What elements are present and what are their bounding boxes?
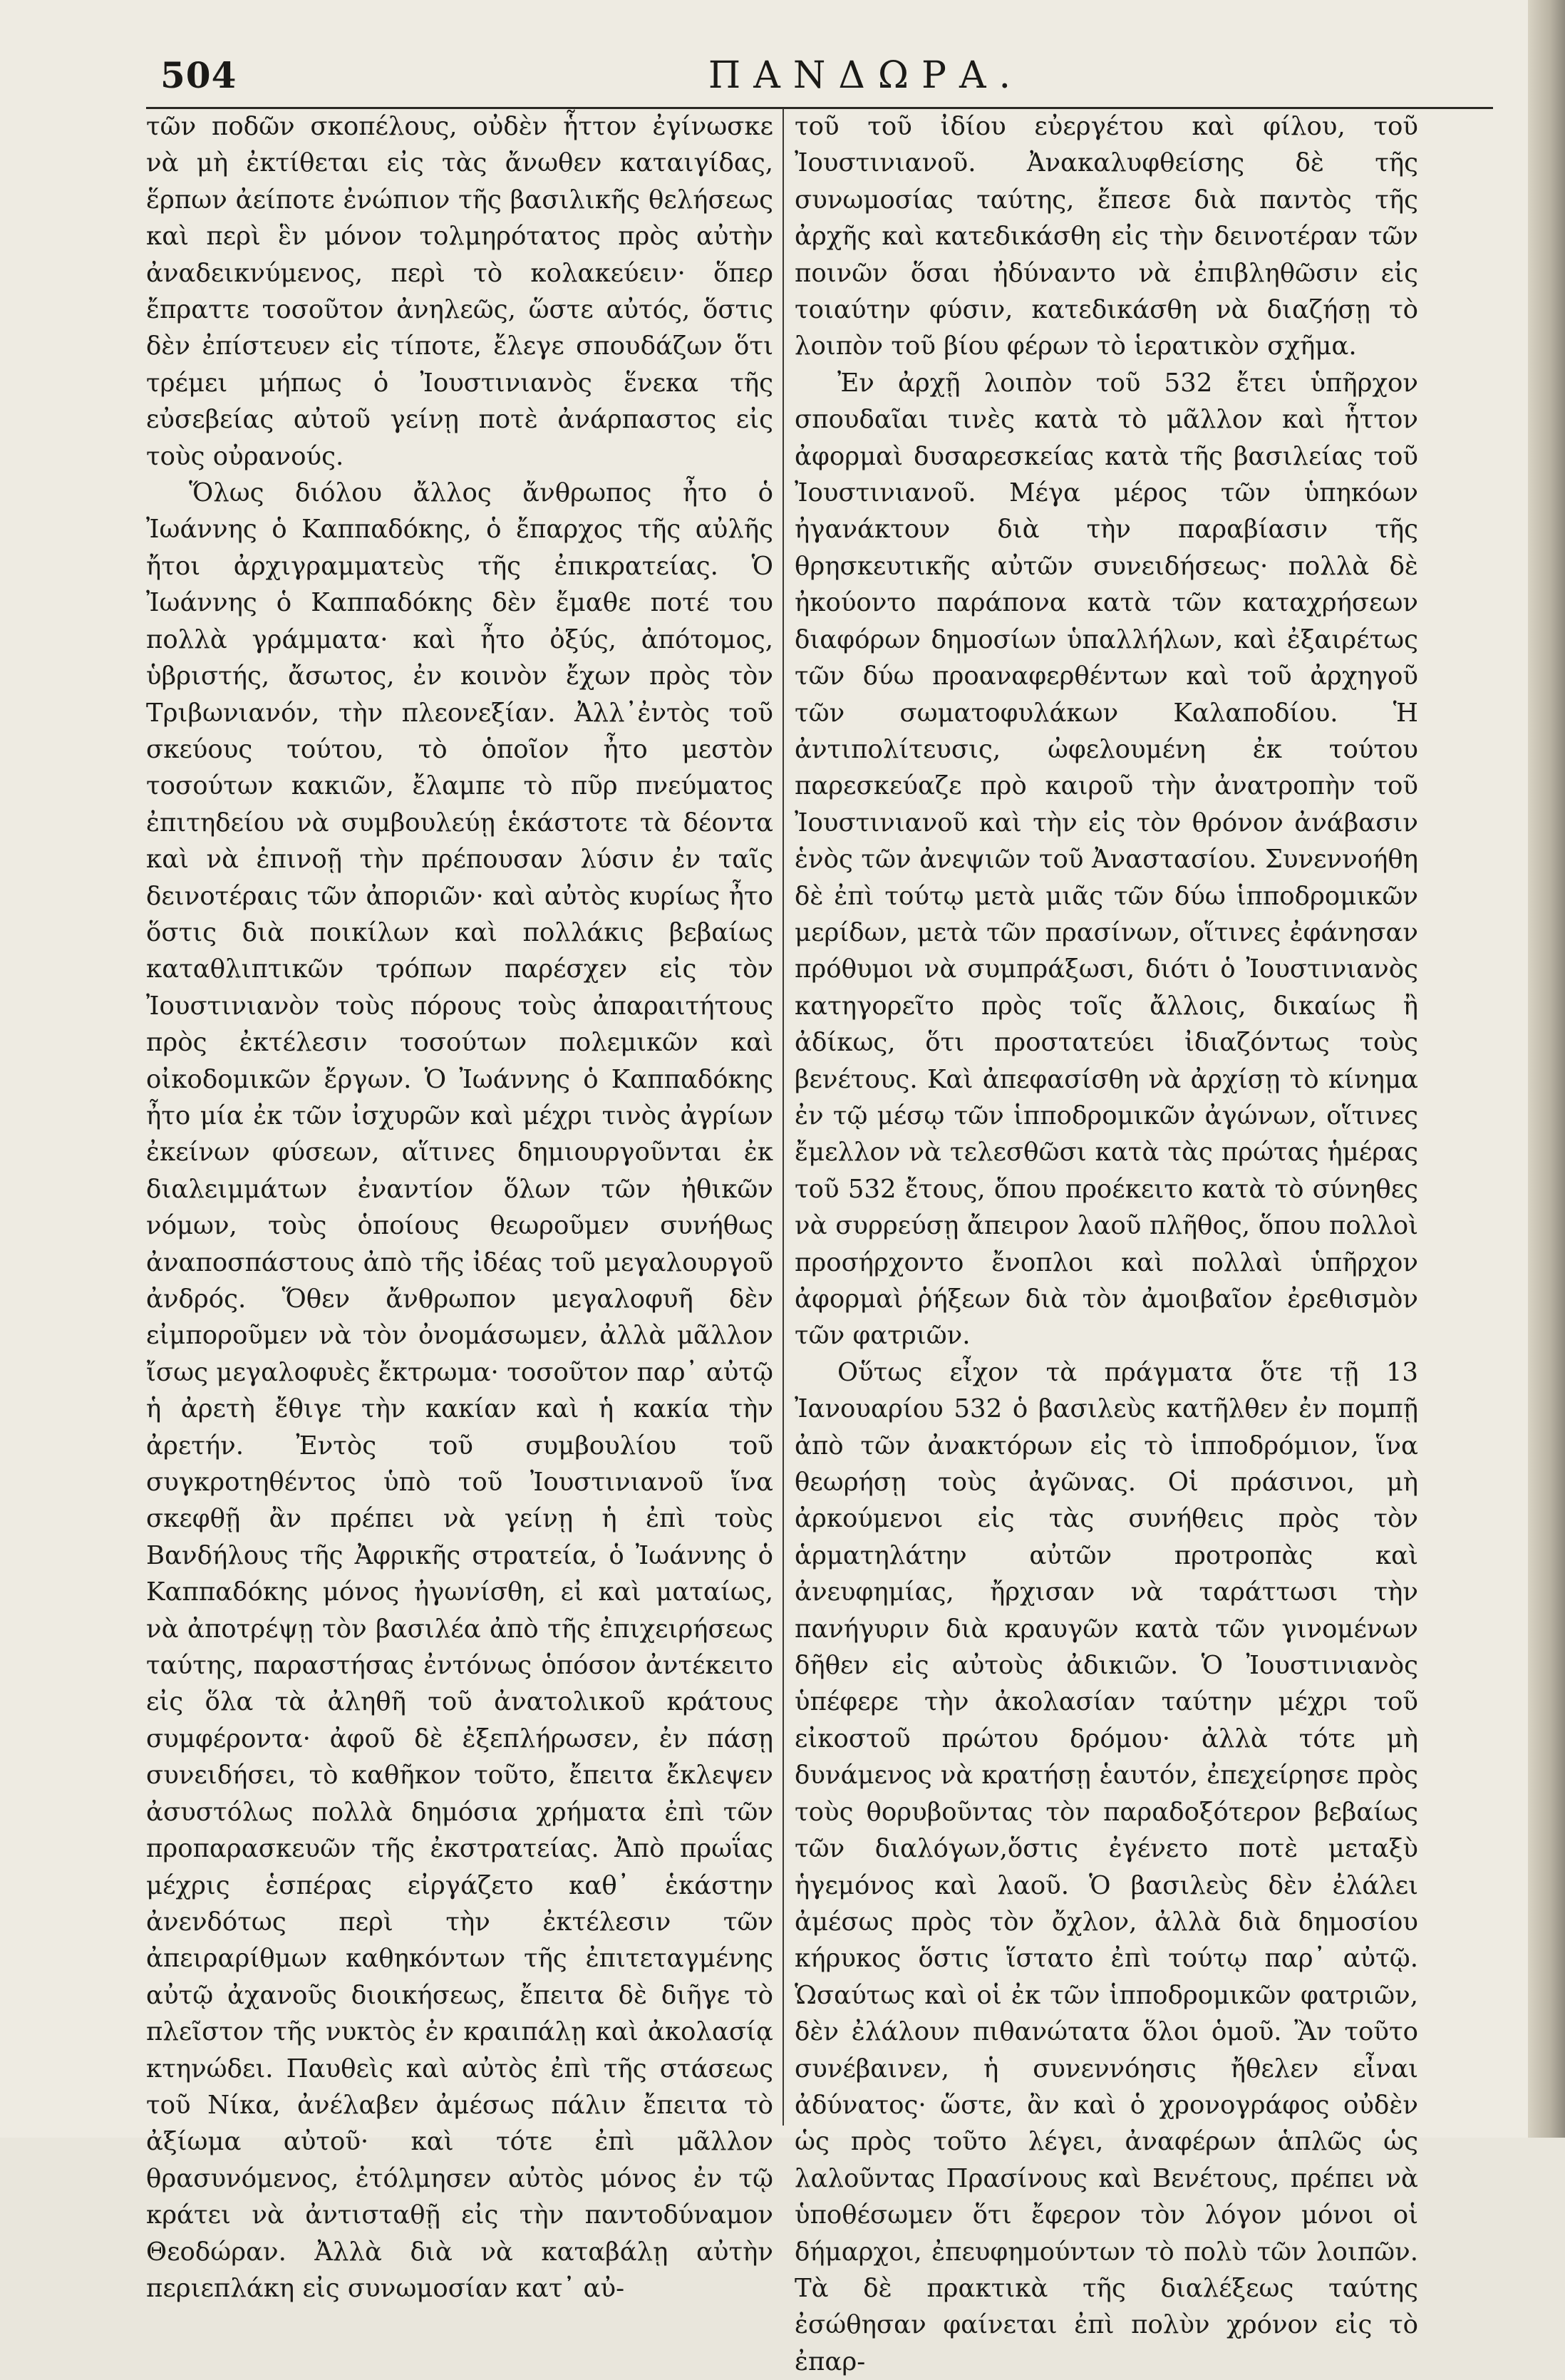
paragraph: Ἐν ἀρχῇ λοιπὸν τοῦ 532 ἔτει ὑπῆρχον σπουδαῖαι τινὲς κατὰ τὸ μᾶλλον καὶ ἧττον ἀφορμαὶ δυσαρεσκείας κατὰ τῆς βασιλείας τοῦ Ἰουστινιανοῦ. Μέγα μέρος τῶν ὑπηκόων ἠγανάκτουν διὰ τὴν παραβίασιν τῆς θρησκευτικῆς αὐτῶν συνειδήσεως· πολλὰ δὲ ἠκούοντο παράπονα κατὰ τῶν καταχρήσεων διαφόρων δημοσίων ὑπαλλήλων, καὶ ἐξαιρέτως τῶν δύω προαναφερθέντων καὶ τοῦ ἀρχηγοῦ τῶν σωματοφυλάκων Καλαποδίου. Ἡ ἀντιπολίτευσις, ὠφελουμένη ἐκ τούτου παρεσκεύαζε πρὸ καιροῦ τὴν ἀνατροπὴν τοῦ Ἰουστινιανοῦ καὶ τὴν εἰς τὸν θρόνον ἀνάβασιν ἑνὸς τῶν ἀνεψιῶν τοῦ Ἀναστασίου. Συνεννοήθη δὲ ἐπὶ τούτῳ μετὰ μιᾶς τῶν δύω ἱπποδρομικῶν μερίδων, μετὰ τῶν πρασίνων, οἵτινες ἐφάνησαν πρόθυμοι νὰ συμπράξωσι, διότι ὁ Ἰουστινιανὸς κατηγορεῖτο πρὸς τοῖς ἄλλοις, δικαίως ἢ ἀδίκως, ὅτι προστατεύει ἰδιαζόντως τοὺς βενέτους. Καὶ ἀπεφασίσθη νὰ ἀρχίσῃ τὸ κίνημα ἐν τῷ μέσῳ τῶν ἱπποδρομικῶν ἀγώνων, οἵτινες ἔμελλον νὰ τελεσθῶσι κατὰ τὰς πρώτας ἡμέρας τοῦ 532 ἔτους, ὅπου προέκειτο κατὰ τὸ σύνηθες νὰ συρρεύσῃ ἄπειρον λαοῦ πλῆθος, ὅπου πολλοὶ προσήρχοντο ἔνοπλοι καὶ πολλαὶ ὑπῆρχον ἀφορμαὶ ῥήξεων διὰ τὸν ἀμοιβαῖον ἐρεθισμὸν τῶν φατριῶν.	[795, 368, 1418, 1351]
column-divider	[782, 108, 784, 2126]
paragraph-continued: τῶν ποδῶν σκοπέλους, οὐδὲν ἧττον ἐγίνωσκε νὰ μὴ ἐκτίθεται εἰς τὰς ἄνωθεν καταιγίδας, ἕρπων ἀείποτε ἐνώπιον τῆς βασιλικῆς θελήσεως καὶ περὶ ἓν μόνον τολμηρότατος πρὸς αὐτὴν ἀναδεικνύμενος, περὶ τὸ κολακεύειν· ὅπερ ἔπραττε τοσοῦτον ἀνηλεῶς, ὥστε αὐτός, ὅστις δὲν ἐπίστευεν εἰς τίποτε, ἔλεγε σπουδάζων ὅτι τρέμει μήπως ὁ Ἰουστινιανὸς ἕνεκα τῆς εὐσεβείας αὐτοῦ γείνῃ ποτὲ ἀνάρπαστος εἰς τοὺς οὐρανούς.	[146, 112, 773, 471]
left-column	[146, 108, 773, 2303]
page-number: 504	[160, 54, 237, 96]
page-header	[146, 44, 1493, 108]
paragraph: Οὕτως εἶχον τὰ πράγματα ὅτε τῇ 13 Ἰανουαρίου 532 ὁ βασιλεὺς κατῆλθεν ἐν πομπῇ ἀπὸ τῶν ἀνακτόρων εἰς τὸ ἱπποδρόμιον, ἵνα θεωρήσῃ τοὺς ἀγῶνας. Οἱ πράσινοι, μὴ ἀρκούμενοι εἰς τὰς συνήθεις πρὸς τὸν ἁρματηλάτην αὐτῶν προτροπὰς καὶ ἀνευφημίας, ἤρχισαν νὰ ταράττωσι τὴν πανήγυριν διὰ κραυγῶν κατὰ τῶν γινομένων δῆθεν εἰς αὐτοὺς ἀδικιῶν. Ὁ Ἰουστινιανὸς ὑπέφερε τὴν ἀκολασίαν ταύτην μέχρι τοῦ εἰκοστοῦ πρώτου δρόμου· ἀλλὰ τότε μὴ δυνάμενος νὰ κρατήσῃ ἑαυτόν, ἐπεχείρησε πρὸς τοὺς θορυβοῦντας τὸν παραδοξότερον βεβαίως τῶν διαλόγων,ὅστις ἐγένετο ποτὲ μεταξὺ ἡγεμόνος καὶ λαοῦ. Ὁ βασιλεὺς δὲν ἐλάλει ἀμέσως πρὸς τὸν ὄχλον, ἀλλὰ διὰ δημοσίου κήρυκος ὅστις ἵστατο ἐπὶ τούτῳ παρ᾽ αὐτῷ. Ὡσαύτως καὶ οἱ ἐκ τῶν ἱπποδρομικῶν φατριῶν, δὲν ἐλάλουν πιθανώτατα ὅλοι ὁμοῦ. Ἂν τοῦτο συνέβαινεν, ἡ συνεννόησις ἤθελεν εἶναι ἀδύνατος· ὥστε, ἂν καὶ ὁ χρονογράφος οὐδὲν ὡς πρὸς τοῦτο λέγει, ἀναφέρων ἁπλῶς ὡς λαλοῦντας Πρασίνους καὶ Βενέτους, πρέπει νὰ ὑποθέσωμεν ὅτι ἔφερον τὸν λόγον μόνοι οἱ δήμαρχοι, ἐπευφημούντων τὸ πολὺ τῶν λοιπῶν. Τὰ δὲ πρακτικὰ τῆς διαλέξεως ταύτης ἐσώθησαν φαίνεται ἐπὶ πολὺν χρόνον εἰς τὸ ἐπαρ-	[795, 1357, 1418, 2376]
paragraph-continued: τοῦ τοῦ ἰδίου εὐεργέτου καὶ φίλου, τοῦ Ἰουστινιανοῦ. Ἀνακαλυφθείσης δὲ τῆς συνωμοσίας ταύτης, ἔπεσε διὰ παντὸς τῆς ἀρχῆς καὶ κατεδικάσθη εἰς τὴν δεινοτέραν τῶν ποινῶν ὅσαι ἠδύναντο νὰ ἐπιβληθῶσιν εἰς τοιαύτην φύσιν, κατεδικάσθη νὰ διαζήσῃ τὸ λοιπὸν τοῦ βίου φέρων τὸ ἱερατικὸν σχῆμα.	[795, 112, 1418, 361]
running-title: ΠΑΝΔΩΡΑ.	[708, 54, 1024, 97]
book-binding-edge	[1528, 0, 1565, 2138]
paragraph: Ὅλως διόλου ἄλλος ἄνθρωπος ἦτο ὁ Ἰωάννης ὁ Καππαδόκης, ὁ ἔπαρχος τῆς αὐλῆς ἤτοι ἀρχιγραμματεὺς τῆς ἐπικρατείας. Ὁ Ἰωάννης ὁ Καππαδόκης δὲν ἔμαθε ποτέ του πολλὰ γράμματα· καὶ ἦτο ὀξύς, ἀπότομος, ὑβριστής, ἄσωτος, ἐν κοινὸν ἔχων πρὸς τὸν Τριβωνιανόν, τὴν πλεονεξίαν. Ἀλλ᾽ἐντὸς τοῦ σκεύους τούτου, τὸ ὁποῖον ἦτο μεστὸν τοσούτων κακιῶν, ἔλαμπε τὸ πῦρ πνεύματος ἐπιτηδείου νὰ συμβουλεύῃ ἑκάστοτε τὰ δέοντα καὶ νὰ ἐπινοῇ τὴν πρέπουσαν λύσιν ἐν ταῖς δεινοτέραις τῶν ἀποριῶν· καὶ αὐτὸς κυρίως ἦτο ὅστις διὰ ποικίλων καὶ πολλάκις βεβαίως καταθλιπτικῶν τρόπων παρέσχεν εἰς τὸν Ἰουστινιανὸν τοὺς πόρους τοὺς ἀπαραιτήτους πρὸς ἐκτέλεσιν τοσούτων πολεμικῶν καὶ οἰκοδομικῶν ἔργων. Ὁ Ἰωάννης ὁ Καππαδόκης ἦτο μία ἐκ τῶν ἰσχυρῶν καὶ μέχρι τινὸς ἀγρίων ἐκείνων φύσεων, αἵτινες δημιουργοῦνται ἐκ διαλειμμάτων ἐναντίον ὅλων τῶν ἠθικῶν νόμων, τοὺς ὁποίους θεωροῦμεν συνήθως ἀναποσπάστους ἀπὸ τῆς ἰδέας τοῦ μεγαλουργοῦ ἀνδρός. Ὅθεν ἄνθρωπον μεγαλοφυῆ δὲν εἰμποροῦμεν νὰ τὸν ὀνομάσωμεν, ἀλλὰ μᾶλλον ἴσως μεγαλοφυὲς ἔκτρωμα· τοσοῦτον παρ᾽ αὐτῷ ἡ ἀρετὴ ἔθιγε τὴν κακίαν καὶ ἡ κακία τὴν ἀρετήν. Ἐντὸς τοῦ συμβουλίου τοῦ συγκροτηθέντος ὑπὸ τοῦ Ἰουστινιανοῦ ἵνα σκεφθῇ ἂν πρέπει νὰ γείνῃ ἡ ἐπὶ τοὺς Βανδήλους τῆς Ἀφρικῆς στρατεία, ὁ Ἰωάννης ὁ Καππαδόκης μόνος ἠγωνίσθη, εἰ καὶ ματαίως, νὰ ἀποτρέψῃ τὸν βασιλέα ἀπὸ τῆς ἐπιχειρήσεως ταύτης, παραστήσας ἐντόνως ὁπόσον ἀντέκειτο εἰς ὅλα τὰ ἀληθῆ τοῦ ἀνατολικοῦ κράτους συμφέροντα· ἀφοῦ δὲ ἐξεπλήρωσεν, ἐν πάσῃ συνειδήσει, τὸ καθῆκον τοῦτο, ἔπειτα ἔκλεψεν ἀσυστόλως πολλὰ δημόσια χρήματα ἐπὶ τῶν προπαρασκευῶν τῆς ἐκστρατείας. Ἀπὸ πρωΐας μέχρις ἑσπέρας εἰργάζετο καθ᾽ ἑκάστην ἀνενδότως περὶ τὴν ἐκτέλεσιν τῶν ἀπειραρίθμων καθηκόντων τῆς ἐπιτεταγμένης αὐτῷ ἀχανοῦς διοικήσεως, ἔπειτα δὲ διῆγε τὸ πλεῖστον τῆς νυκτὸς ἐν κραιπάλῃ καὶ ἀκολασίᾳ κτηνώδει. Παυθεὶς καὶ αὐτὸς ἐπὶ τῆς στάσεως τοῦ Νίκα, ἀνέλαβεν ἀμέσως πάλιν ἔπειτα τὸ ἀξίωμα αὐτοῦ· καὶ τότε ἐπὶ μᾶλλον θρασυνόμενος, ἐτόλμησεν αὐτὸς μόνος ἐν τῷ κράτει νὰ ἀντισταθῇ εἰς τὴν παντοδύναμον Θεοδώραν. Ἀλλὰ διὰ νὰ καταβάλῃ αὐτὴν περιεπλάκη εἰς συνωμοσίαν κατ᾽ αὐ-	[146, 478, 773, 2303]
right-column	[795, 108, 1418, 2376]
